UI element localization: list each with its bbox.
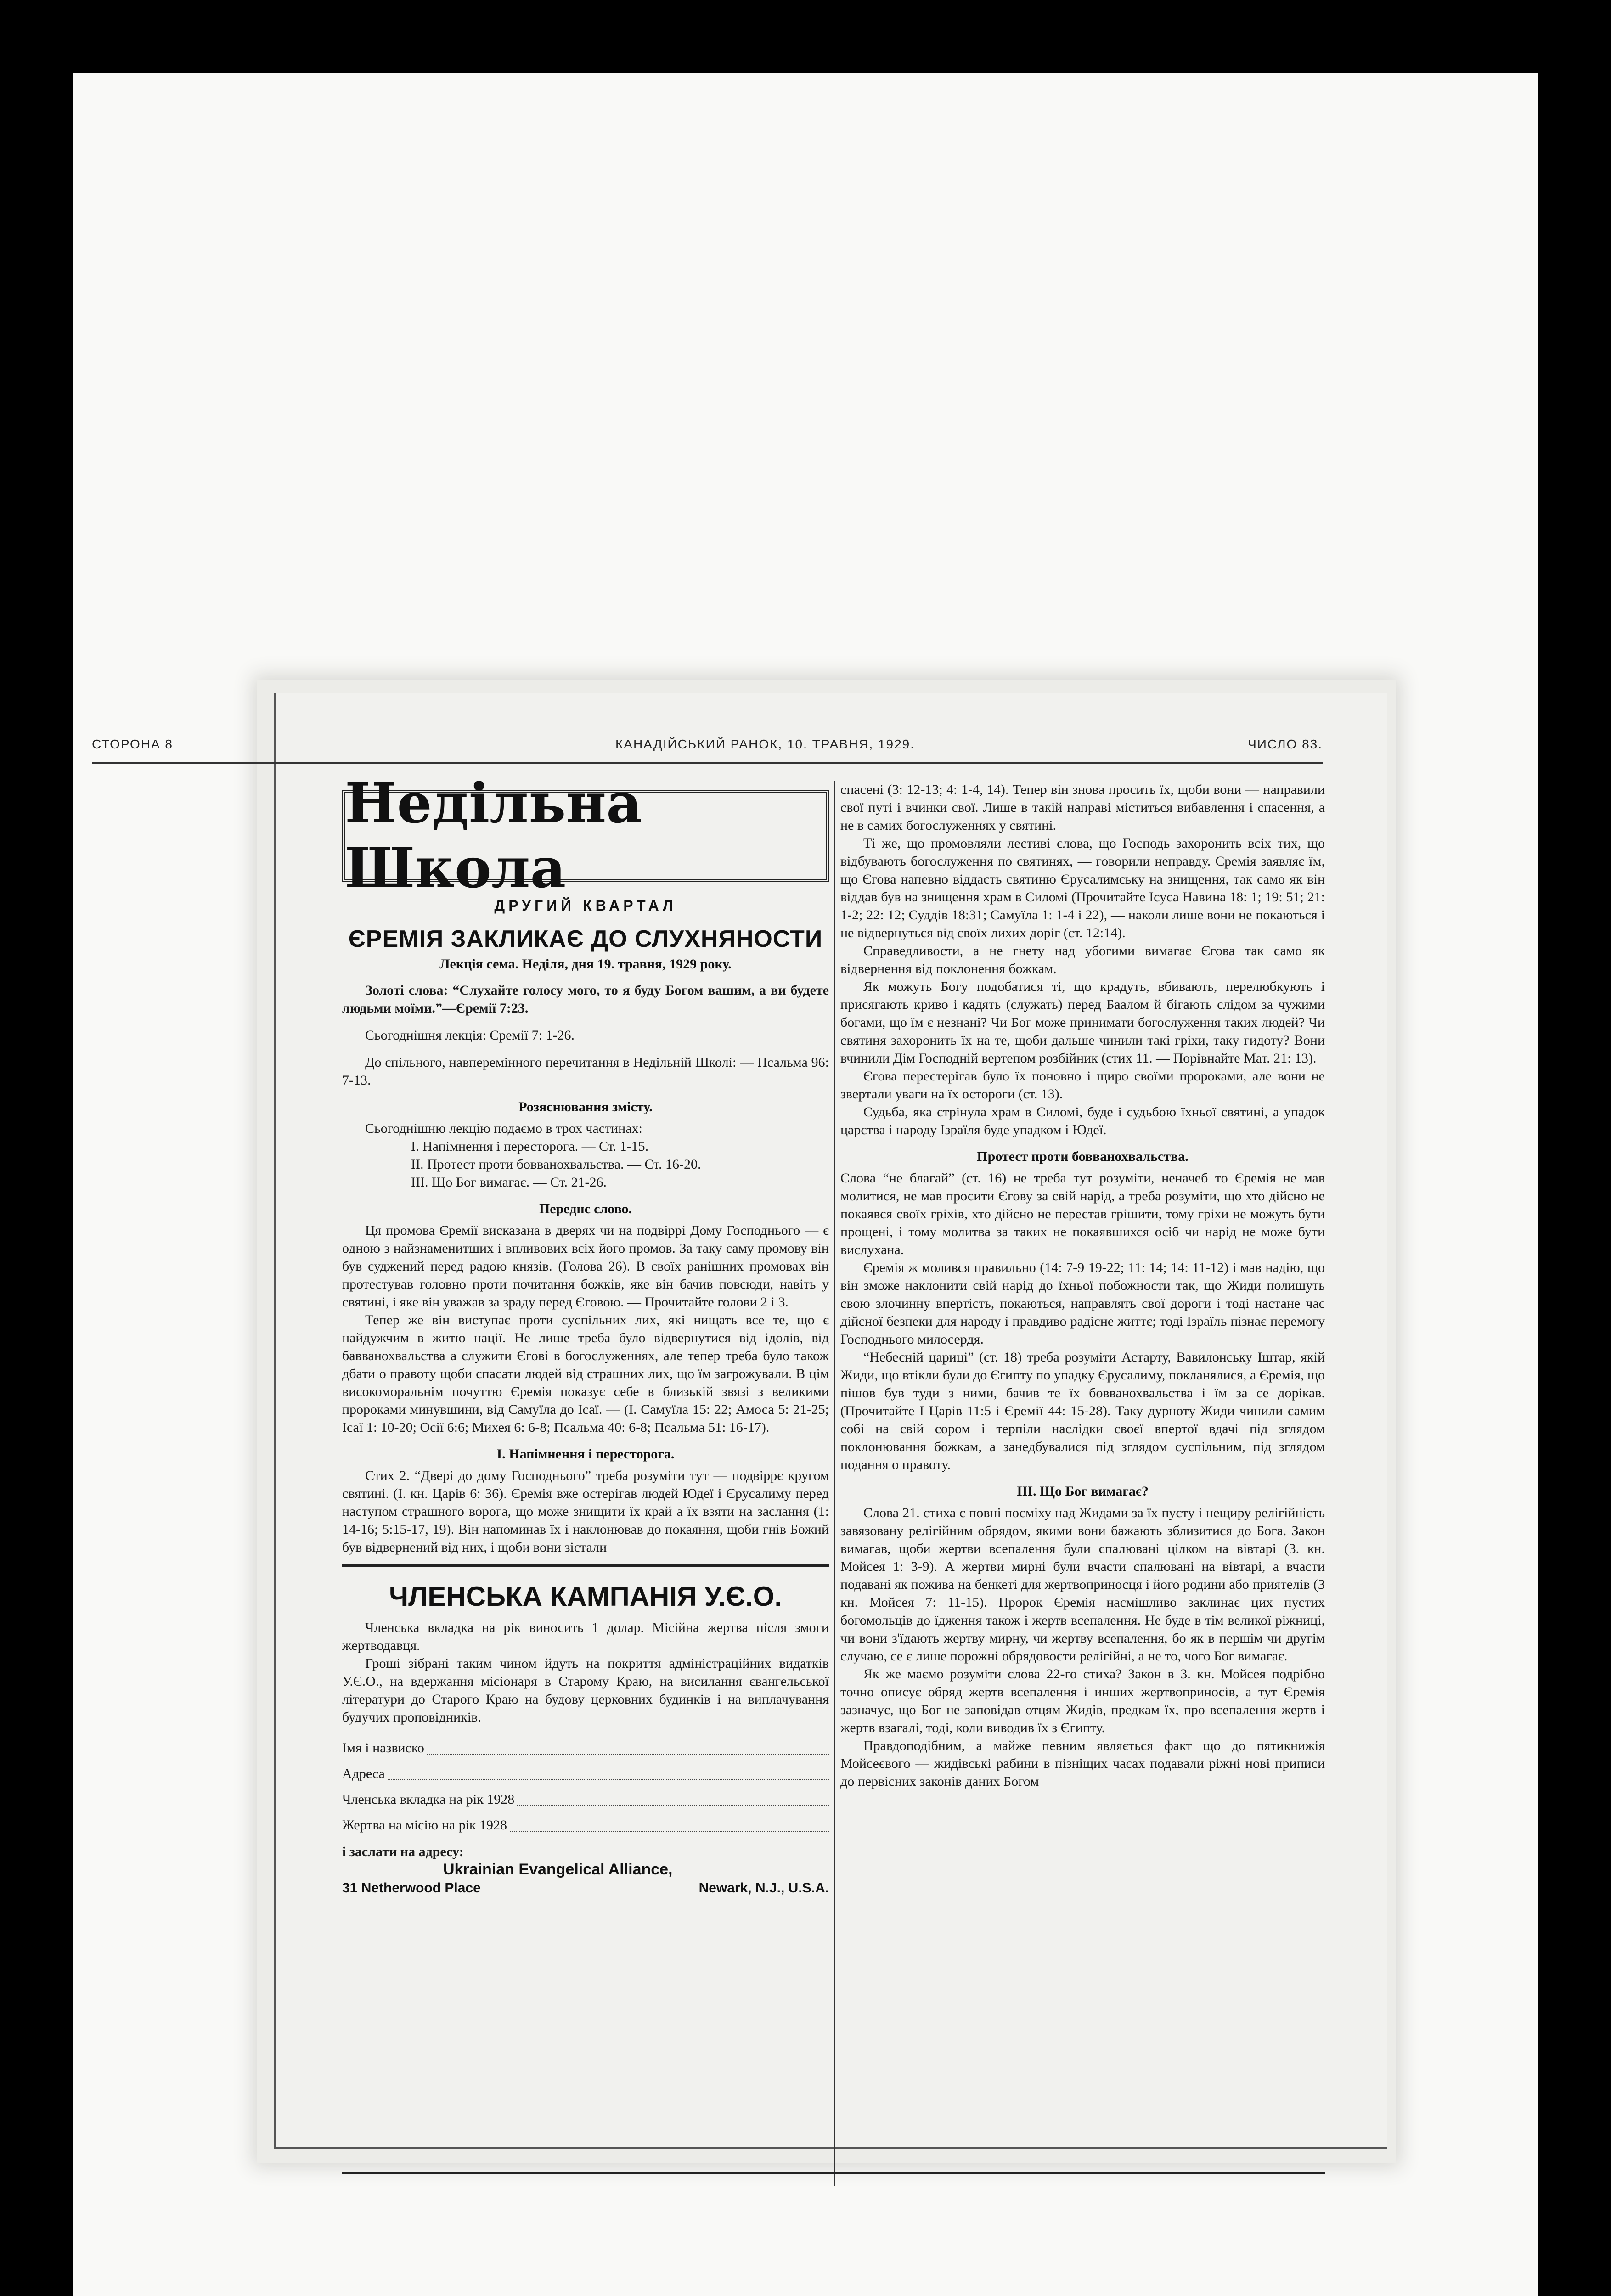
newspaper-title: КАНАДІЙСЬКИЙ РАНОК, 10. ТРАВНЯ, 1929. (615, 737, 915, 751)
quarter-subtitle: ДРУГИЙ КВАРТАЛ (494, 897, 677, 914)
paragraph: Єремія ж молився правильно (14: 7-9 19-22; 11: 14; 14: 11-12) і мав надію, що він зможе наклонити свій нарід до їхньої побожности так, що Жиди полишуть свою злочинну впертість, покаються, направлять свої дороги і тоді настане час дійсної безпеки для народу і правдиво радісне життє; тоді Ізраїль пізнає перемогу Господнього милосердя. (840, 1260, 1325, 1347)
page-number: СТОРОНА 8 (92, 737, 174, 751)
lesson-title: ЄРЕМІЯ ЗАКЛИКАЄ ДО СЛУХНЯНОСТИ (348, 926, 823, 952)
outline-item: II. Протест проти бовванохвальства. — Ст. 16-20. (411, 1157, 701, 1172)
left-column (342, 771, 829, 1896)
right-column (840, 781, 1325, 1790)
outline-item: III. Що Бог вимагає. — Ст. 21-26. (411, 1175, 607, 1190)
paragraph: Як можуть Богу подобатися ті, що крадуть, вбивають, перелюбкують і присягають криво і кадять (служать) перед Баалом й бігають слідом за чужими богами, що їм є незнані? Чи Бог може принимати богослуження таких людей? Чи святиня захоронить їх на те, щоби дальше чинили такі гріхи, таку гидоту? Вони вчинили Дім Господній вертепом розбійник (стих 11. — Порівнайте Мат. 21: 13). (840, 979, 1325, 1066)
preface-heading: Переднє слово. (539, 1201, 632, 1216)
outline-heading: Розяснювання змісту. (518, 1099, 653, 1114)
preface-paragraph: Тепер же він виступає проти суспільних лих, які нищать все те, що є найдужчим в житю нації. Не лише треба було відвернутися від ідолів, від бавванохвальства а служити Єгові в богослуженнях, але тепер треба було також дбати о правоту щоби спасати людей від страшних лих, що їм загрожували. В цім високоморальнім почуттю Єремія показує себе в близькій звязі з великими пророками минувшини, від Самуїла до Ісаї. — (І. Самуїла 15: 22; Амоса 5: 21-25; Ісаї 1: 10-20; Осії 6:6; Михея 6: 6-8; Псальма 40: 6-8; Псальма 51: 16-17). (342, 1312, 829, 1435)
issue-number: ЧИСЛО 83. (1248, 737, 1323, 751)
paragraph: Слова 21. стиха є повні посміху над Жидами за їх пусту і нещиру релігійність завязовану релігійним обрядом, якими вони бажають зблизитися до Бога. Закон вимагав, щоби жертви всепалення були спалювані цілком на вівтарі (3. кн. Мойсея 1: 3-9). А жертви мирні були вчасти спалювані на вівтарі, а вчасти подавані як пожива на бенкеті для жертвоприносця і його родини або приятелів (3 кн. Мойсея 7: 11-15). Пророк Єремія насмішливо заклинає цих пустих богомольців до їдження також і жертв всепалення. Не буде в тім великої ріжниці, чи вони з'їдають жертву мирну, чи жертву всепалення, бо як в першім чи другім случаю, се є лише порожні обрядовости релігійні, а не то, чого Бог вимагає. (840, 1505, 1325, 1664)
send-to-label: і заслати на адресу: (342, 1844, 464, 1859)
paragraph: “Небесній цариці” (ст. 18) треба розуміти Астарту, Вавилонську Іштар, якій Жиди, що втікли були до Єгипту по упадку Єрусалиму, покланялися, а Єремія, що пішов був туди з ними, бачив те їх бовванохвальства і їм за се дорікав. (Прочитайте І Царів 11:5 і Єремії 44: 15-28). Таку дурноту Жиди чинили самим собі на свій сором і терпіли наслідки своєї впертої вдачі під зглядом поклонювання божкам, а занедбувалися під зглядом суспільним, під зглядом подання о правоту. (840, 1350, 1325, 1472)
bottom-rule (342, 2172, 1325, 2174)
part1-paragraph: Стих 2. “Двері до дому Господнього” треба розуміти тут — подвірpє кругом святині. (І. кн. Царів 6: 36). Єремія вже остерігав людей Юдеї і Єрусалиму перед наступом страшного ворога, що може знищити їх край а їх взяти на заслання (1: 14-16; 5:15-17, 19). Він напоминав їх і наклонював до покаяння, щоби гнів Божий був відвернений від них, і щоби вони зістали (342, 1468, 829, 1555)
section-divider (342, 1564, 829, 1567)
part1-heading: І. Напімнення і перестоpога. (496, 1446, 675, 1462)
paragraph: Як же маємо розуміти слова 22-го стиха? Закон в 3. кн. Мойсея подрібно точно описує обряд жертв всепалення і инших жертвоприносів, а тут Єремія зазначує, що Бог не заповідав отцям Жидів, предкам їх, про всепалення жертв і жертв взагалі, тоді, коли виводив їх з Єгипту. (840, 1666, 1325, 1735)
protest-heading: Протест проти бовванохвальства. (977, 1149, 1189, 1164)
paragraph: спасені (3: 12-13; 4: 1-4, 14). Тепер він знова просить їх, щоби вони — направили свої путі і вчинки свої. Лише в такій направі міститься вибавлення і спасення, а не в самих богослуженнях у святині. (840, 782, 1325, 833)
form-field-membership: Членська вкладка на рік 1928 (342, 1787, 829, 1812)
paragraph: Єгова перестерігав було їх поновно і щиро своїми пророками, але вони не звертали уваги на їх остороги (ст. 13). (840, 1069, 1325, 1102)
paragraph: Слова “не благай” (ст. 16) не треба тут розуміти, неначеб то Єремія не мав молитися, не мав просити Єгову за свій нарід, а треба розуміти, що хто дійсно не покаявся своїх гріхів, хто дійсно не перестав грішити, тому гріхи не можуть бути прощені, і тому молитва за таких не покаявшихся осіб чи нарід не може бути вислухана. (840, 1171, 1325, 1257)
street: 31 Netherwood Place (342, 1880, 481, 1896)
form-field-address: Адреса (342, 1761, 829, 1787)
org-address (342, 1880, 829, 1896)
paragraph: Судьба, яка стрінула храм в Силомі, буде і судьбою їхньої святині, а упадок царства і народу Ізраїля буде упадком і Юдеї. (840, 1104, 1325, 1137)
paragraph: Справедливости, а не гнету над убогими вимагає Єгова так само як відвернення від поклонення божкам. (840, 943, 1325, 976)
campaign-title: ЧЛЕНСЬКА КАМПАНІЯ У.Є.О. (389, 1581, 783, 1612)
form-field-name: Імя і назвиско (342, 1735, 829, 1761)
lesson-date: Лекція сема. Неділя, дня 19. травня, 1929 року. (439, 957, 732, 972)
outline-intro: Сьогоднішню лекцію подаємо в трох частинах: (365, 1121, 642, 1136)
org-name: Ukrainian Evangelical Alliance, (443, 1861, 673, 1878)
form-field-donation: Жертва на місію на рік 1928 (342, 1812, 829, 1838)
outline-item: І. Напімнення і перестоpога. — Ст. 1-15. (411, 1139, 649, 1154)
paragraph: Правдоподібним, а майже певним являється факт що до пятикнижія Мойсеєвого — жидівські рабини в пізніщих часах подавали ріжні нові приписи до первісних законів даних Богом (840, 1738, 1325, 1789)
campaign-paragraph: Гроші зібрані таким чином йдуть на покриття адміністраційних видатків У.Є.О., на вдержання місіонаря в Старому Краю, на висилання євангельської літератури до Старого Краю на будову церковних будинків і на виплачування будучих пpоповідників. (342, 1656, 829, 1725)
column-rule (834, 781, 835, 2186)
outline-list (411, 1137, 829, 1191)
todays-lesson: Сьогоднішня лекція: Єремії 7: 1-26. (365, 1028, 575, 1043)
part3-heading: III. Що Бог вимагає? (1017, 1484, 1149, 1499)
header-rule (92, 762, 1323, 764)
golden-words: Золоті слова: “Слухайте голосу мого, то я буду Богом вашим, а ви будете людьми моїми.”—Єремії 7:23. (342, 983, 829, 1016)
section-title: Недільна Школа (342, 790, 829, 882)
preface-paragraph: Ця промова Єремії висказана в дверях чи на подвірpі Дому Господнього — є одною з найзнаменитших і впливових всіх його промов. За таку саму промову він був суджений перед радою князів. (Голова 26). В своїх ранішних промовах він протестував головно проти почитання божків, яке він бачив повсюди, навіть у святині, і яке він уважав за зраду перед Єговою. — Прочитайте голови 2 і 3. (342, 1223, 829, 1310)
page-header (92, 737, 1323, 755)
paragraph: Ті же, що промовляли лестиві слова, що Господь захоронить всіх тих, що відбувають богослуження по святинях, — говорили неправду. Єремія заявляє їм, що Єгова напевно віддасть святиню Єрусалимську на знищення, так само як він віддав був на знищення храм в Силомі (Прочитайте Ісуса Навина 18: 1; 19: 51; 21: 1-2; 22: 12; Суддів 18:31; Самуїла 1: 1-4 і 22), — наколи лише вони не покаються і не відвернуться від своїх лихих доріг (ст. 12:14). (840, 836, 1325, 940)
campaign-paragraph: Членська вкладка на рік виносить 1 долар. Місійна жертва після змоги жертводавця. (342, 1620, 829, 1653)
city: Newark, N.J., U.S.A. (698, 1880, 829, 1896)
joint-reading: До спільного, навперемінного перечитання в Недільній Школі: — Псальма 96: 7-13. (342, 1055, 829, 1088)
